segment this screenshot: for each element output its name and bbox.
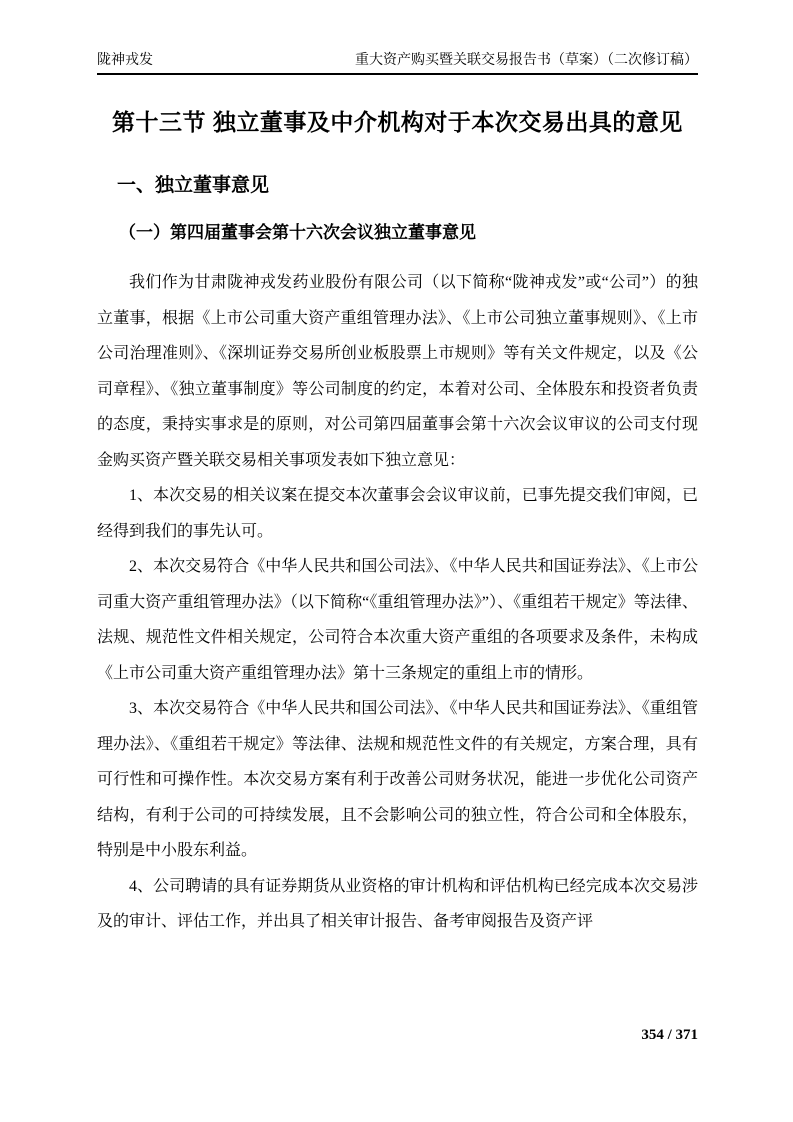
document-body — [97, 100, 698, 940]
section-heading-independent-directors-opinion: 一、独立董事意见 — [117, 175, 270, 196]
paragraph-opinion-2: 2、本次交易符合《中华人民共和国公司法》、《中华人民共和国证券法》、《上市公司重大资产重组管理办法》（以下简称“《重组管理办法》”）、《重组若干规定》等法律、法规、规范性文件相关规定，公司符合本次重大资产重组的各项要求及条件，未构成《上市公司重大资产重组管理办法》第十三条规定的重组上市的情形。 — [97, 558, 698, 682]
header-report-title: 重大资产购买暨关联交易报告书（草案）（二次修订稿） — [355, 53, 698, 68]
paragraph-opinion-3: 3、本次交易符合《中华人民共和国公司法》、《中华人民共和国证券法》、《重组管理办法》、《重组若干规定》等法律、法规和规范性文件的有关规定，方案合理，具有可行性和可操作性。本次交易方案有利于改善公司财务状况，能进一步优化公司资产结构，有利于公司的可持续发展，且不会影响公司的独立性，符合公司和全体股东，特别是中小股东利益。 — [97, 700, 698, 859]
page-number: 354 / 371 — [641, 1027, 698, 1043]
paragraph-block — [97, 265, 698, 940]
paragraph-opinion-1: 1、本次交易的相关议案在提交本次董事会会议审议前，已事先提交我们审阅，已经得到我们的事先认可。 — [97, 487, 698, 540]
paragraph-opinion-4-truncated: 4、公司聘请的具有证券期货从业资格的审计机构和评估机构已经完成本次交易涉及的审计、评估工作，并出具了相关审计报告、备考审阅报告及资产评 — [97, 877, 698, 930]
paragraph-intro: 我们作为甘肃陇神戎发药业股份有限公司（以下简称“陇神戎发”或“公司”）的独立董事，根据《上市公司重大资产重组管理办法》、《上市公司独立董事规则》、《上市公司治理准则》、《深圳证券交易所创业板股票上市规则》等有关文件规定，以及《公司章程》、《独立董事制度》等公司制度的约定，本着对公司、全体股东和投资者负责的态度，秉持实事求是的原则，对公司第四届董事会第十六次会议审议的公司支付现金购买资产暨关联交易相关事项发表如下独立意见： — [97, 274, 698, 469]
subsection-heading-board-meeting-opinion: （一）第四届董事会第十六次会议独立董事意见 — [119, 223, 476, 242]
chapter-title: 第十三节 独立董事及中介机构对于本次交易出具的意见 — [112, 109, 683, 135]
header-company-name: 陇神戎发 — [97, 53, 153, 68]
page-header — [97, 52, 698, 75]
